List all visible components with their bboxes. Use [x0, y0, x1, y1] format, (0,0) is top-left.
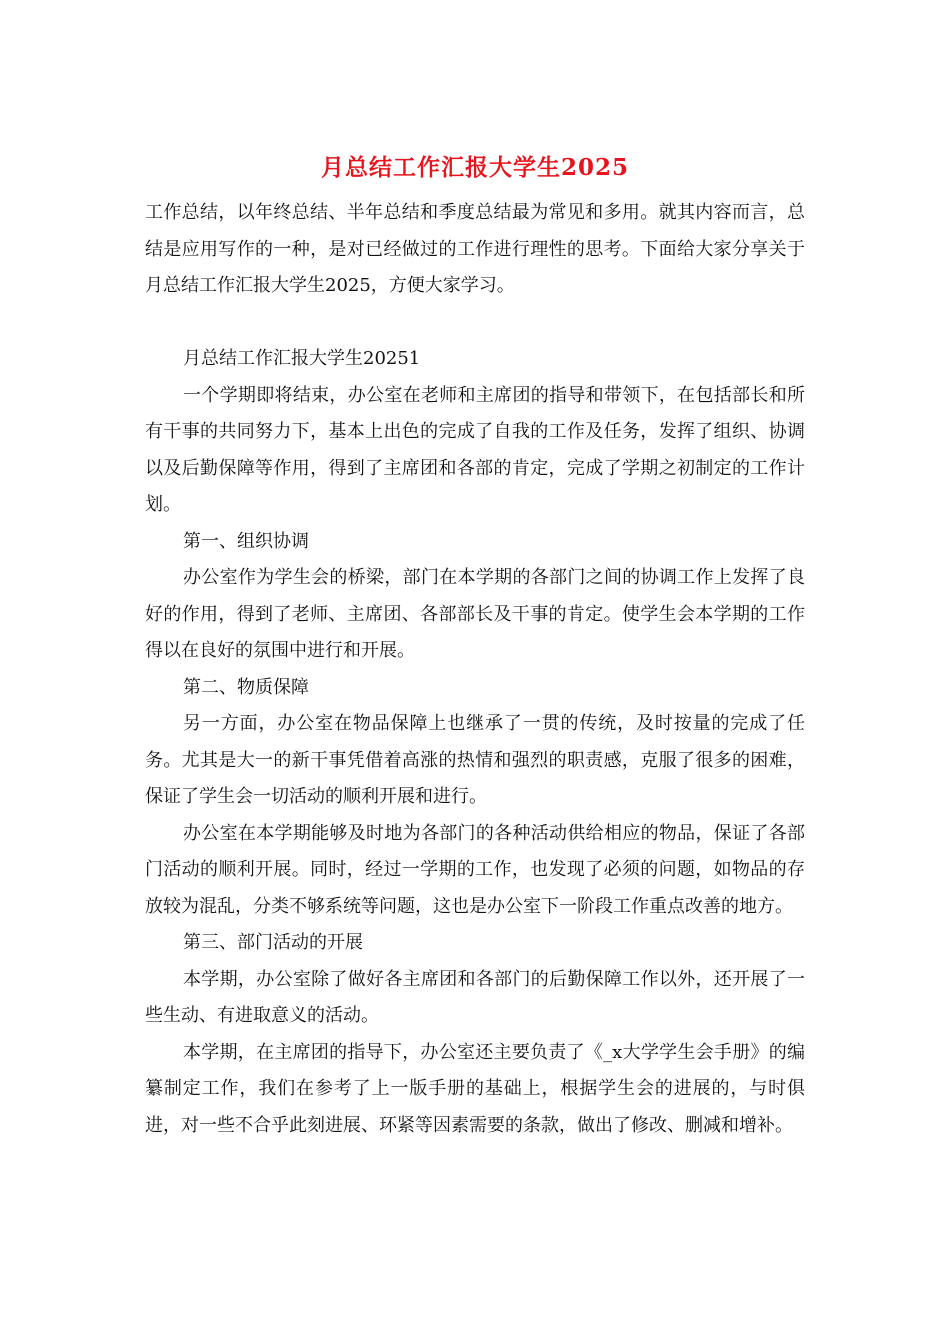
body-paragraph: 办公室在本学期能够及时地为各部门的各种活动供给相应的物品，保证了各部门活动的顺利开展。同时，经过一学期的工作，也发现了必须的问题，如物品的存放较为混乱，分类不够系统等问题，这也是办公室下一阶段工作重点改善的地方。: [145, 822, 805, 917]
section-heading-main: 月总结工作汇报大学生20251: [183, 348, 421, 369]
body-paragraph: 另一方面，办公室在物品保障上也继承了一贯的传统，及时按量的完成了任务。尤其是大一的新干事凭借着高涨的热情和强烈的职责感，克服了很多的困难，保证了学生会一切活动的顺利开展和进行。: [145, 713, 805, 807]
document-body: [145, 195, 805, 1144]
body-paragraph: 本学期，在主席团的指导下，办公室还主要负责了《_x大学学生会手册》的编纂制定工作，我们在参考了上一版手册的基础上，根据学生会的进展的，与时俱进，对一些不合乎此刻进展、环紧等因素需要的条款，做出了修改、删减和增补。: [145, 1041, 805, 1136]
intro-paragraph: 工作总结，以年终总结、半年总结和季度总结最为常见和多用。就其内容而言，总结是应用写作的一种，是对已经做过的工作进行理性的思考。下面给大家分享关于月总结工作汇报大学生2025，方便大家学习。: [145, 202, 805, 296]
document-title: 月总结工作汇报大学生2025: [320, 154, 629, 181]
body-paragraph: 一个学期即将结束，办公室在老师和主席团的指导和带领下，在包括部长和所有干事的共同努力下，基本上出色的完成了自我的工作及任务，发挥了组织、协调以及后勤保障等作用，得到了主席团和各部的肯定，完成了学期之初制定的工作计划。: [145, 384, 805, 515]
section-heading-1: 第一、组织协调: [183, 530, 309, 552]
body-paragraph: 本学期，办公室除了做好各主席团和各部门的后勤保障工作以外，还开展了一些生动、有进取意义的活动。: [145, 968, 805, 1026]
section-heading-2: 第二、物质保障: [183, 676, 309, 698]
section-heading-3: 第三、部门活动的开展: [183, 932, 363, 953]
body-paragraph: 办公室作为学生会的桥梁，部门在本学期的各部门之间的协调工作上发挥了良好的作用，得到了老师、主席团、各部部长及干事的肯定。使学生会本学期的工作得以在良好的氛围中进行和开展。: [145, 567, 805, 661]
